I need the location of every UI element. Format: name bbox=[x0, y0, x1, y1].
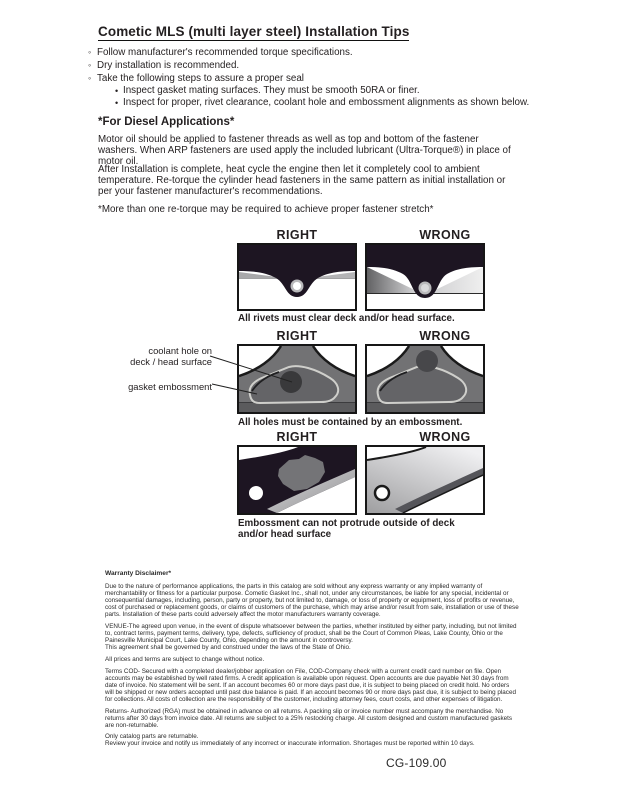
embossment-wrong-illustration bbox=[367, 346, 483, 412]
label-leader-lines bbox=[205, 348, 305, 403]
coolant-hole-label-line1: coolant hole on bbox=[148, 345, 212, 356]
sub-list bbox=[115, 85, 548, 109]
gasket-embossment-label: gasket embossment bbox=[128, 381, 212, 392]
sub-list-item bbox=[115, 85, 548, 97]
row3-right-header: RIGHT bbox=[276, 430, 318, 444]
diesel-paragraph-1: Motor oil should be applied to fastener threads as well as top and bottom of the fastener washers. When ARP fasteners are used apply the included lubricant (Ultra-Torque®) in place of motor oil. bbox=[98, 134, 511, 167]
row3-caption: Embossment can not protrude outside of deck and/or head surface bbox=[238, 518, 455, 540]
bullet-icon: ◦ bbox=[88, 47, 92, 57]
list-item-text: Follow manufacturer's recommended torque specifications. bbox=[97, 47, 353, 58]
page-code: CG-109.00 bbox=[386, 756, 447, 770]
installation-tips-list bbox=[88, 46, 548, 109]
diesel-paragraph-2: After Installation is complete, heat cycle the engine then let it completely cool to ambient temperature. Re-torque the cylinder head fasteners in the same pattern as initial installation or per your fastener manufacturer's recommendations. bbox=[98, 164, 506, 197]
page-title: Cometic MLS (multi layer steel) Installation Tips bbox=[98, 24, 410, 39]
row1-right-header: RIGHT bbox=[276, 228, 318, 242]
bullet-icon: ◦ bbox=[88, 60, 92, 70]
disclaimer-paragraph: All prices and terms are subject to change without notice. bbox=[105, 655, 265, 663]
list-item-text: Dry installation is recommended. bbox=[97, 60, 240, 71]
coolant-hole-label bbox=[100, 345, 212, 367]
rivet-wrong-illustration bbox=[367, 245, 483, 309]
sub-bullet-icon: • bbox=[115, 86, 119, 96]
diagram-embossment-wrong bbox=[365, 344, 485, 414]
coolant-hole-label-line2: deck / head surface bbox=[130, 356, 212, 367]
sub-list-item-text: Inspect gasket mating surfaces. They must be smooth 50RA or finer. bbox=[123, 85, 420, 96]
list-item bbox=[88, 59, 548, 72]
diagram-protrusion-wrong bbox=[365, 445, 485, 515]
disclaimer-heading: Warranty Disclaimer* bbox=[105, 570, 172, 577]
protrusion-wrong-illustration bbox=[367, 447, 483, 513]
disclaimer-paragraph: Only catalog parts are returnable. Review your invoice and notify us immediately of any incorrect or inaccurate information. Shortages must be reported within 10 days. bbox=[105, 733, 475, 748]
disclaimer-paragraph: Due to the nature of performance applications, the parts in this catalog are sold without any express warranty or any implied warranty of merchantability or fitness for a particular purpose. Cometic Gasket Inc., shall not, under any circumstances, be liable for any special, incidental or consequential damages, including, person, party or property, but not limited to, damage, or loss of property or equipment, loss of profits or revenue, cost of purchased or replacement goods, or claims of customers of the purchase, which may arise and/or result from sale, installation or use of these parts. Installation of these parts could adversely affect the motor manufacturers warranty coverage. bbox=[105, 583, 519, 619]
bullet-icon: ◦ bbox=[88, 73, 92, 83]
diesel-section-heading: *For Diesel Applications* bbox=[98, 116, 235, 128]
disclaimer-paragraph: Returns- Authorized (RGA) must be obtained in advance on all returns. A packing slip or invoice number must accompany the merchandise. No returns after 30 days from invoice date. All returns are subject to a 25% restocking charge. All custom designed and custom manufactured gaskets are non-returnable. bbox=[105, 707, 513, 729]
disclaimer-paragraph: VENUE-The agreed upon venue, in the event of dispute whatsoever between the parties, whether instituted by either party, including, but not limited to, contract terms, payment terms, delivery, type, defects, sufficiency of product, shall be the Court of Common Pleas, Lake County, Ohio or the Painesville Municipal Court, Lake County, Ohio, depending on the amount in controversy. This agreement shall be governed by and construed under the laws of the State of Ohio. bbox=[105, 623, 517, 652]
row1-caption: All rivets must clear deck and/or head surface. bbox=[238, 313, 455, 324]
row1-wrong-header: WRONG bbox=[419, 228, 471, 242]
diagram-rivet-wrong bbox=[365, 243, 485, 311]
row2-caption: All holes must be contained by an embossment. bbox=[238, 417, 463, 428]
list-item bbox=[88, 46, 548, 59]
list-item bbox=[88, 72, 548, 85]
list-item-text: Take the following steps to assure a proper seal bbox=[97, 73, 304, 84]
warranty-disclaimer bbox=[105, 570, 519, 752]
row2-wrong-header: WRONG bbox=[419, 329, 471, 343]
disclaimer-paragraph: Terms COD- Secured with a completed dealer/jobber application on File, COD-Company check with a current credit card number on file. Open accounts may be established by well rated firms. A credit application is available upon request. Open accounts are due payable Net 30 days from date of invoice. No statement will be sent. If an account becomes 60 or more days past due, it is subject to being placed on credit hold. No orders will be shipped or new orders accepted until past due balance is paid. If an account becomes 90 or more days past due, it is subject to being placed for collections. All costs of collection are the responsibility of the customer, including attorney fees, court costs, and other expenses of litigation. bbox=[105, 667, 516, 703]
row3-wrong-header: WRONG bbox=[419, 430, 471, 444]
sub-list-item-text: Inspect for proper, rivet clearance, coolant hole and embossment alignments as shown below. bbox=[123, 97, 530, 108]
protrusion-right-illustration bbox=[239, 447, 355, 513]
rivet-right-illustration bbox=[239, 245, 355, 309]
sub-list-item bbox=[115, 97, 548, 109]
diagram-rivet-right bbox=[237, 243, 357, 311]
diagram-protrusion-right bbox=[237, 445, 357, 515]
retorque-note: *More than one re-torque may be required to achieve proper fastener stretch* bbox=[98, 204, 434, 215]
sub-bullet-icon: • bbox=[115, 98, 119, 108]
row2-right-header: RIGHT bbox=[276, 329, 318, 343]
